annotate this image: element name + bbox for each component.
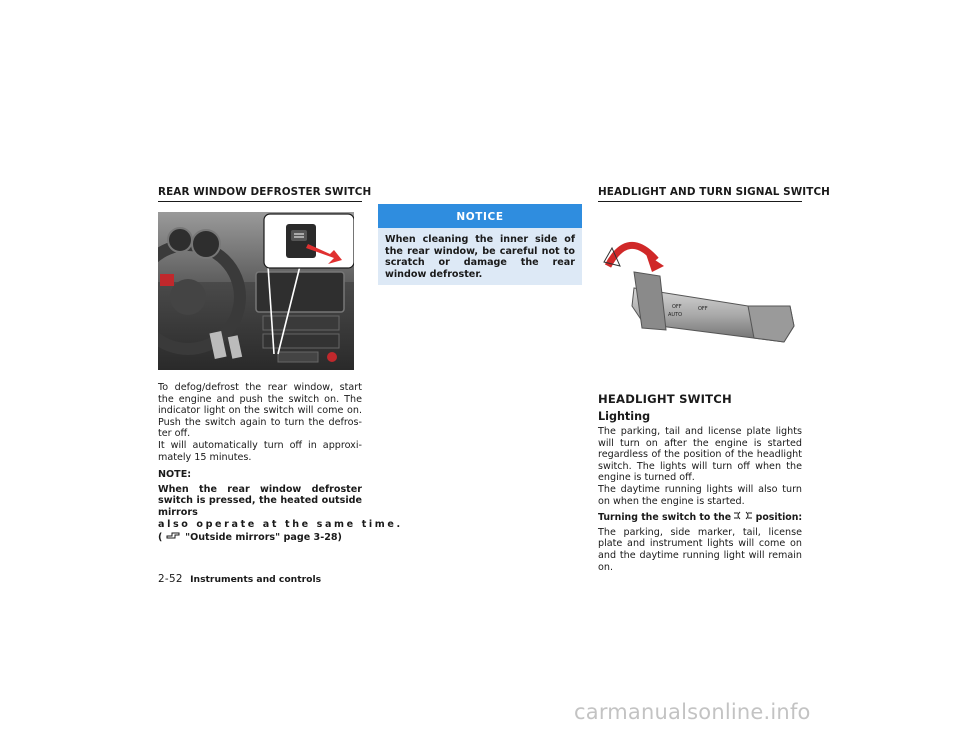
note-label: NOTE:: [158, 469, 192, 481]
left-column: [158, 186, 403, 544]
notice-text: When cleaning the inner side of the rear window, be careful not to scratch or damage the rear window defroster.: [385, 234, 575, 280]
turning-prefix: Turning the switch to the: [598, 511, 732, 523]
defroster-paragraph-2: It will automatically turn off in approximately 15 minutes.: [158, 439, 362, 463]
note-line-2: also operate at the same time.: [158, 518, 403, 530]
outside-mirrors-link[interactable]: "Outside mirrors" page 3-28): [185, 531, 342, 543]
reference-hand-icon: [166, 530, 182, 544]
parking-light-icon: [734, 511, 752, 524]
dashboard-image: [158, 212, 354, 370]
notice-box: [378, 204, 582, 285]
notice-heading: NOTICE: [378, 204, 582, 228]
stalk-label-off: OFF: [672, 304, 682, 310]
note-line-1: When the rear window defroster switch is pressed, the heated outside mirrors: [158, 483, 362, 518]
headlight-stalk-illustration: [598, 210, 794, 386]
right-column: [598, 186, 830, 573]
headlight-switch-heading: HEADLIGHT SWITCH: [598, 392, 732, 406]
rear-defroster-title: REAR WINDOW DEFROSTER SWITCH: [158, 186, 362, 202]
dashboard-illustration: [158, 212, 354, 374]
footer-section-name: Instruments and controls: [190, 574, 322, 585]
turning-suffix: position:: [755, 511, 803, 523]
headlight-section-title: HEADLIGHT AND TURN SIGNAL SWITCH: [598, 186, 802, 202]
lighting-subheading: Lighting: [598, 410, 651, 423]
page-footer: [158, 573, 321, 585]
lighting-paragraph-2: The daytime running lights will also turn on when the engine is started.: [598, 483, 802, 507]
lighting-paragraph-1: The parking, tail and license plate lights will turn on after the engine is started regardless of the position of the headlight switch. The lights will turn off when the engine is turned off.: [598, 426, 802, 484]
page-number: 2-52: [158, 573, 183, 585]
site-watermark: carmanualsonline.info: [574, 700, 811, 724]
lighting-paragraph-3: The parking, side marker, tail, license plate and instrument lights will come on and the daytime running light will remain on.: [598, 526, 802, 573]
stalk-image: [598, 210, 802, 386]
stalk-label-auto: AUTO: [668, 312, 683, 318]
note-ref-open: (: [158, 531, 163, 543]
defroster-paragraph-1: To defog/defrost the rear window, start the engine and push the switch on. The indicator light on the switch will come on. Push the switch again to turn the defroster off.: [158, 382, 362, 440]
stalk-label-off-2: OFF: [698, 306, 708, 312]
